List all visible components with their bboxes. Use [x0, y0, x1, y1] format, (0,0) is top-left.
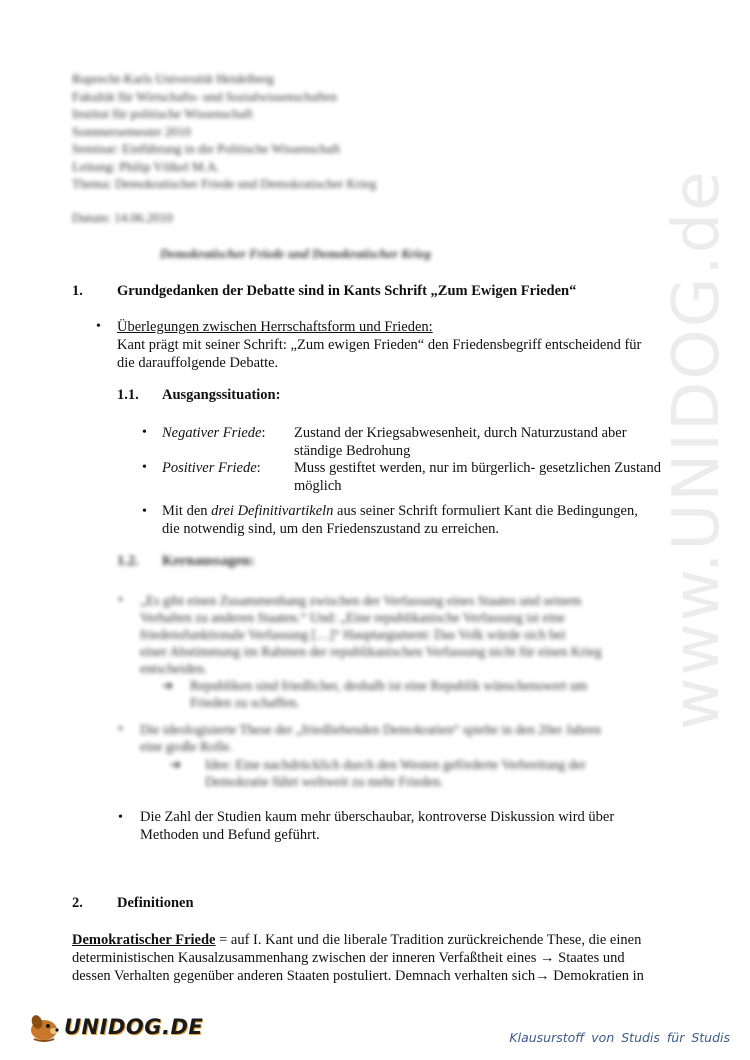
header-line: Ruprecht-Karls Universität Heidelberg: [72, 71, 274, 86]
section-2-number: 2.: [72, 895, 83, 911]
paragraph-line: Die ideologisierte These der „friedliebenden Demokratien“ spielte in den 20er Jahren: [140, 722, 601, 737]
bullet-icon: •: [118, 810, 123, 825]
text-run: deterministischen Kausalzusammenhang zwischen der inneren Verfaßtheit eines: [72, 950, 537, 966]
definition-text: Muss gestiftet werden, nur im bürgerlich- gesetzlichen Zustand: [294, 460, 661, 476]
section-1-title: Grundgedanken der Debatte sind in Kants Schrift „Zum Ewigen Frieden“: [117, 283, 577, 299]
paragraph-line: eine große Rolle.: [140, 739, 233, 754]
definition-paragraph-line: [72, 949, 625, 967]
text-run: Staates und: [558, 950, 625, 966]
header-line: Institut für politische Wissenschaft: [72, 106, 253, 121]
subsection-1-1-number: 1.1.: [117, 387, 139, 403]
term-colon: :: [256, 460, 261, 476]
subsection-1-2-number: 1.2.: [117, 553, 139, 569]
arrow-icon: →: [535, 968, 550, 984]
paragraph-line: friedensfunktionale Verfassung […]“ Hauptargument: Das Volk würde sich bei: [140, 627, 566, 642]
text-run: Mit den: [162, 503, 212, 519]
document-header: [72, 70, 376, 193]
definition-text: möglich: [294, 478, 342, 494]
paragraph-line: Frieden zu schaffen.: [190, 695, 300, 710]
blurred-paragraph: [205, 756, 586, 790]
definition-term: [162, 459, 261, 477]
paragraph-line: Demokratie führt weltweit zu mehr Frieden.: [205, 774, 444, 789]
watermark: www.UNIDOG.de: [660, 169, 734, 730]
paragraph-line: entscheiden.: [140, 661, 208, 676]
defined-term: Demokratischer Friede: [72, 932, 216, 948]
text-run-italic: drei Definitivartikeln: [211, 503, 334, 519]
bullet-text: [162, 502, 638, 520]
subsection-1-2-title: Kernaussagen:: [162, 553, 255, 569]
definition-paragraph-line: [72, 967, 644, 985]
bullet-text: die darauffolgende Debatte.: [117, 355, 279, 371]
definition-text: Zustand der Kriegsabwesenheit, durch Naturzustand aber: [294, 425, 627, 441]
bullet-icon: •: [142, 504, 147, 519]
text-run: aus seiner Schrift formuliert Kant die Bedingungen,: [333, 503, 638, 519]
header-line: Seminar: Einführung in die Politische Wissenschaft: [72, 141, 341, 156]
definition-text: ständige Bedrohung: [294, 443, 411, 459]
blurred-paragraph: [140, 592, 602, 677]
bullet-text: Kant prägt mit seiner Schrift: „Zum ewigen Frieden“ den Friedensbegriff entscheidend für: [117, 337, 642, 353]
definition-term: [162, 424, 266, 442]
bullet-heading: Überlegungen zwischen Herrschaftsform und Frieden:: [117, 319, 433, 335]
header-line: Sommersemester 2010: [72, 123, 191, 139]
bullet-icon: •: [142, 460, 147, 475]
header-line: Fakultät für Wirtschafts- und Sozialwissenschaften: [72, 88, 337, 104]
bullet-text: Die Zahl der Studien kaum mehr überschaubar, kontroverse Diskussion wird über: [140, 809, 615, 825]
bullet-text: Methoden und Befund geführt.: [140, 827, 320, 843]
arrow-icon: ➔: [170, 757, 182, 772]
arrow-icon: ➔: [162, 678, 174, 693]
section-2-title: Definitionen: [117, 895, 194, 911]
text-run: dessen Verhalten gegenüber anderen Staaten postuliert. Demnach verhalten sich: [72, 968, 536, 984]
document-title: Demokratischer Friede und Demokratischer Krieg: [160, 246, 431, 261]
blurred-paragraph: [140, 721, 601, 755]
definition-paragraph-line: [72, 931, 641, 949]
term-colon: :: [261, 425, 266, 441]
dog-mascot-icon: [26, 1012, 62, 1042]
bullet-icon: •: [118, 722, 123, 737]
paragraph-line: „Es gibt einen Zusammenhang zwischen der Verfassung eines Staates und seinem: [140, 593, 582, 608]
text-run: = auf I. Kant und die liberale Tradition zurückreichende These, die einen: [215, 932, 642, 948]
bullet-icon: •: [118, 593, 123, 608]
subsection-1-1-title: Ausgangssituation:: [162, 387, 281, 403]
blurred-paragraph: [190, 677, 587, 711]
bullet-icon: •: [142, 425, 147, 440]
text-run: Demokratien in: [553, 968, 644, 984]
bullet-text: die notwendig sind, um den Friedenszustand zu erreichen.: [162, 521, 500, 537]
footer-slogan: Klausurstoff von Studis für Studis: [509, 1030, 730, 1045]
paragraph-line: Verhalten zu anderen Staaten.“ Und: „Eine republikanische Verfassung ist eine: [140, 610, 565, 625]
term-positive-peace: Positiver Friede: [162, 460, 257, 476]
paragraph-line: Republiken sind friedlicher, deshalb ist eine Republik wünschenswert um: [190, 678, 588, 693]
section-1-number: 1.: [72, 283, 83, 299]
footer-logo[interactable]: [26, 1012, 203, 1042]
brand-name: UNIDOG.DE: [64, 1015, 204, 1039]
date-line: Datum: 14.06.2010: [72, 210, 173, 225]
term-negative-peace: Negativer Friede: [162, 425, 262, 441]
arrow-icon: →: [540, 950, 555, 966]
paragraph-line: einer Abstimmung im Rahmen der republikanischen Verfassung nicht für einen Krieg: [140, 644, 602, 659]
header-line: Thema: Demokratischer Friede und Demokratischer Krieg: [72, 176, 377, 191]
paragraph-line: Idee: Eine nachdrücklich durch den Westen geförderte Verbreitung der: [205, 757, 586, 772]
header-line: Leitung: Philip Völkel M.A.: [72, 158, 220, 174]
bullet-icon: •: [96, 319, 101, 334]
